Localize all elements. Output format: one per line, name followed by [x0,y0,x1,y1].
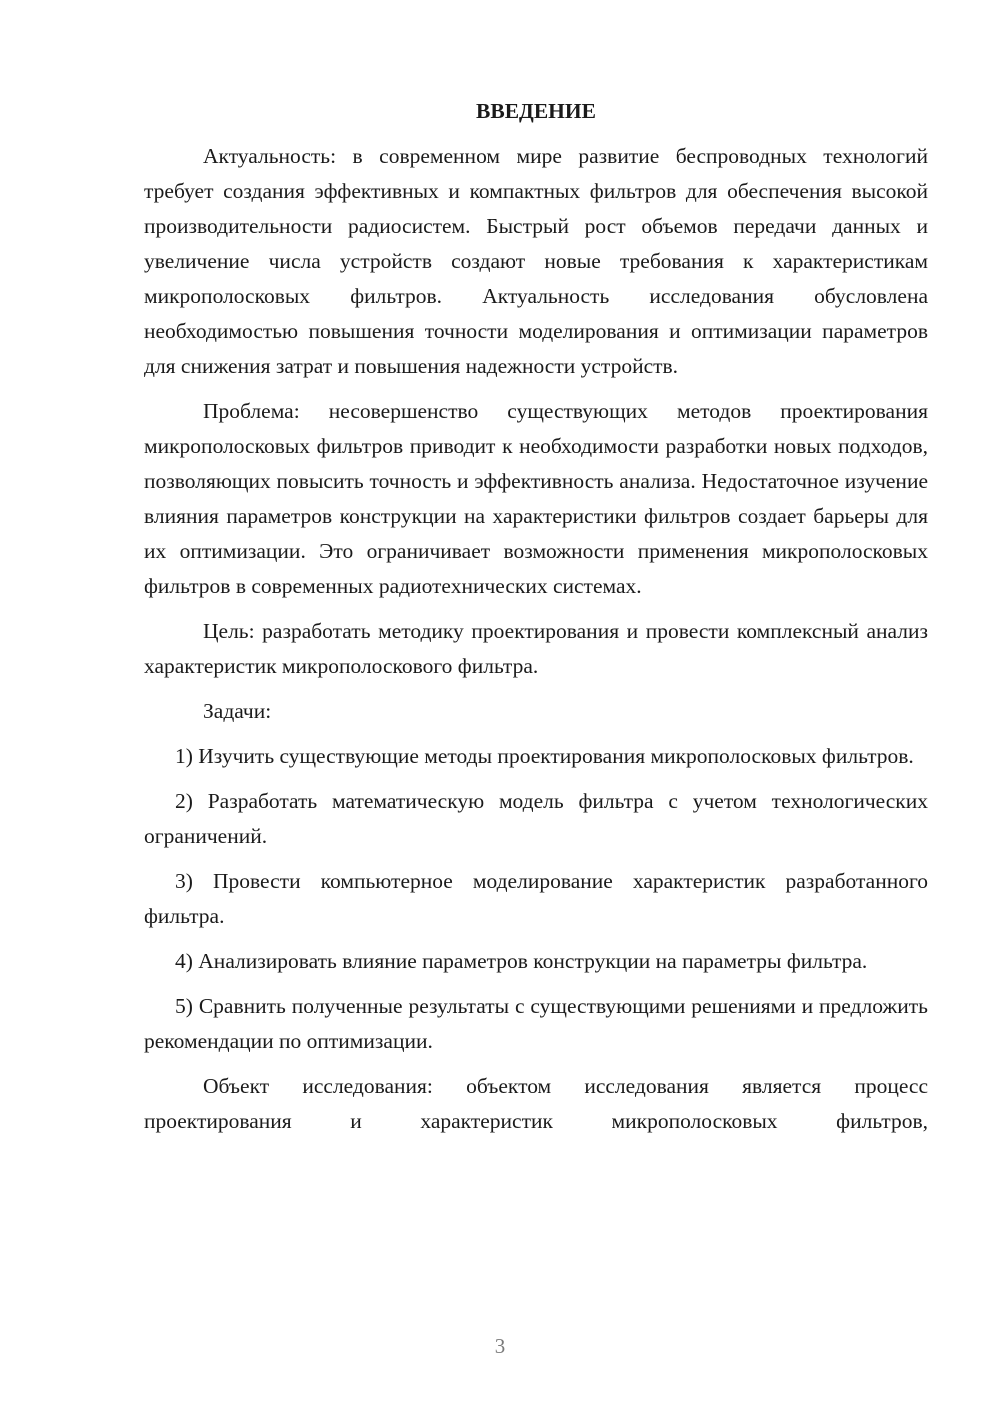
task-item: 1) Изучить существующие методы проектирования микрополосковых фильтров. [175,744,914,768]
task-item: 5) Сравнить полученные результаты с существующими решениями и предложить рекомендации по оптимизации. [144,994,928,1053]
task-item: 2) Разработать математическую модель фильтра с учетом технологических ограничений. [144,789,928,848]
page-number: 3 [494,1334,506,1358]
document-page [144,94,928,1139]
task-item: 3) Провести компьютерное моделирование характеристик разработанного фильтра. [144,869,928,928]
goal-paragraph: Цель: разработать методику проектирования и провести комплексный анализ характеристик микрополоскового фильтра. [144,619,928,678]
object-paragraph: Объект исследования: объектом исследования является процесс проектирования и характеристик микрополосковых фильтров, [144,1074,928,1133]
section-title: ВВЕДЕНИЕ [476,99,596,123]
tasks-heading: Задачи: [203,699,272,723]
relevance-paragraph: Актуальность: в современном мире развитие беспроводных технологий требует создания эффективных и компактных фильтров для обеспечения высокой производительности радиосистем. Быстрый рост объемов передачи данных и увеличение числа устройств создают новые требования к характеристикам микрополосковых фильтров. Актуальность исследования обусловлена необходимостью повышения точности моделирования и оптимизации параметров для снижения затрат и повышения надежности устройств. [144,144,928,378]
task-item: 4) Анализировать влияние параметров конструкции на параметры фильтра. [175,949,868,973]
problem-paragraph: Проблема: несовершенство существующих методов проектирования микрополосковых фильтров приводит к необходимости разработки новых подходов, позволяющих повысить точность и эффективность анализа. Недостаточное изучение влияния параметров конструкции на характеристики фильтров создает барьеры для их оптимизации. Это ограничивает возможности применения микрополосковых фильтров в современных радиотехнических системах. [144,399,928,598]
